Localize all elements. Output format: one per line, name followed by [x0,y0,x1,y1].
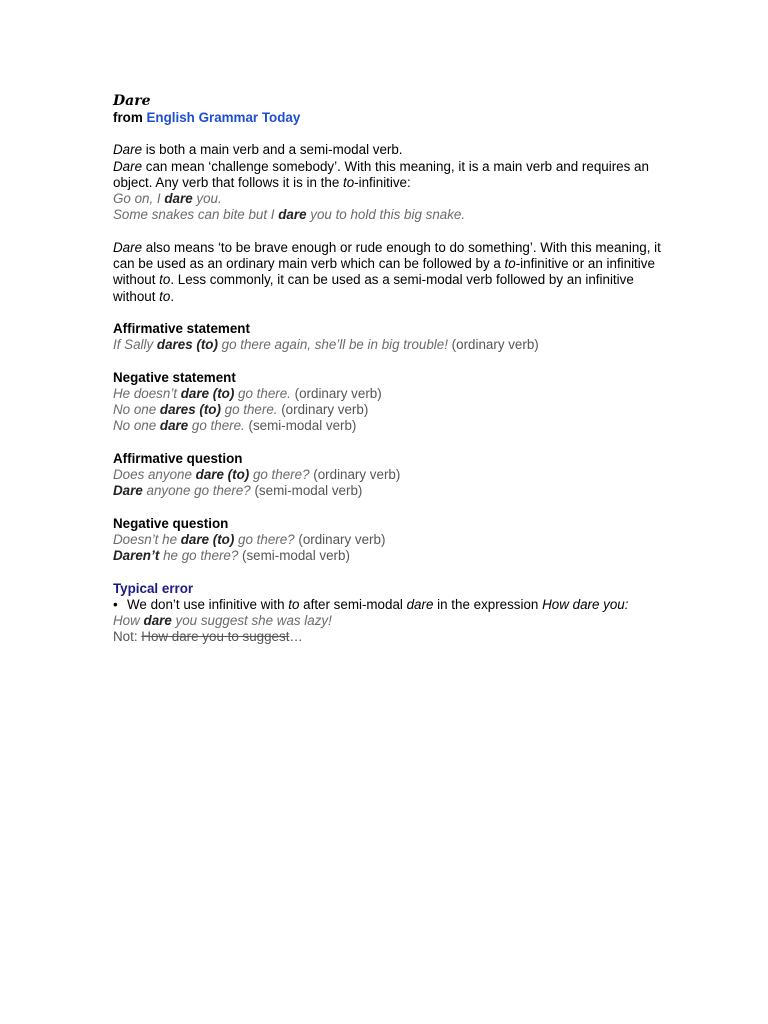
example-negative-question-1: Doesn’t he dare (to) go there? (ordinary verb) [113,531,386,547]
example-negative-statement-2: No one dares (to) go there. (ordinary verb) [113,402,369,418]
entry-title: Dare [113,93,151,109]
heading-affirmative-statement: Affirmative statement [113,320,250,336]
example-affirmative-question-1: Does anyone dare (to) go there? (ordinary verb) [113,467,401,483]
spacer [113,126,673,142]
intro-line-1-text: is both a main verb and a semi-modal verb. [142,142,403,158]
source-line [113,110,673,126]
bullet-icon: • [113,596,118,612]
spacer [113,565,673,581]
heading-negative-statement: Negative statement [113,369,236,385]
example-negative-statement-3: No one dare go there. (semi-modal verb) [113,418,357,434]
struck-text: How dare you to suggest [141,629,290,645]
example-affirmative-question-2: Dare anyone go there? (semi-modal verb) [113,483,363,499]
source-link[interactable]: English Grammar Today [146,110,301,125]
spacer [113,354,673,370]
intro-line-2-end: -infinitive: [354,174,411,190]
incorrect-example: Not: How dare you to suggest… [113,629,303,645]
example-snakes: Some snakes can bite but I dare you to hold this big snake. [113,207,466,223]
heading-affirmative-question: Affirmative question [113,450,243,466]
example-go-on: Go on, I dare you. [113,191,222,207]
example-how-dare: How dare you suggest she was lazy! [113,613,332,629]
example-negative-statement-1: He doesn’t dare (to) go there. (ordinary verb) [113,385,382,401]
intro-word: Dare [113,142,143,158]
heading-negative-question: Negative question [113,515,229,531]
typical-error-bullet: • We don’t use infinitive with to after semi-modal dare in the expression How dare you: [113,596,629,612]
dictionary-entry [113,93,673,646]
spacer [113,224,673,240]
intro-line-2 [113,159,673,192]
intro-to: to [343,174,355,190]
spacer [113,305,673,321]
intro-line-2-text: can mean ‘challenge somebody’. With this meaning, it is a main verb and requires an object. Any verb that follows it is in the [113,158,649,190]
spacer [113,500,673,516]
intro-word-2: Dare [113,158,143,174]
intro-line-1 [113,142,673,158]
spacer [113,435,673,451]
example-affirmative-statement: If Sally dares (to) go there again, she’ll be in big trouble! (ordinary verb) [113,337,539,353]
heading-typical-error: Typical error [113,580,194,596]
paragraph-brave: Dare also means ‘to be brave enough or rude enough to do something’. With this meaning, it can be used as an ordinary main verb which can be followed by a to-infinitive or an infinitive without to. Less commonly, it can be used as a semi-modal verb followed by an infinitive without to. [113,239,661,304]
example-negative-question-2: Daren’t he go there? (semi-modal verb) [113,548,350,564]
source-from-label: from [113,110,143,125]
